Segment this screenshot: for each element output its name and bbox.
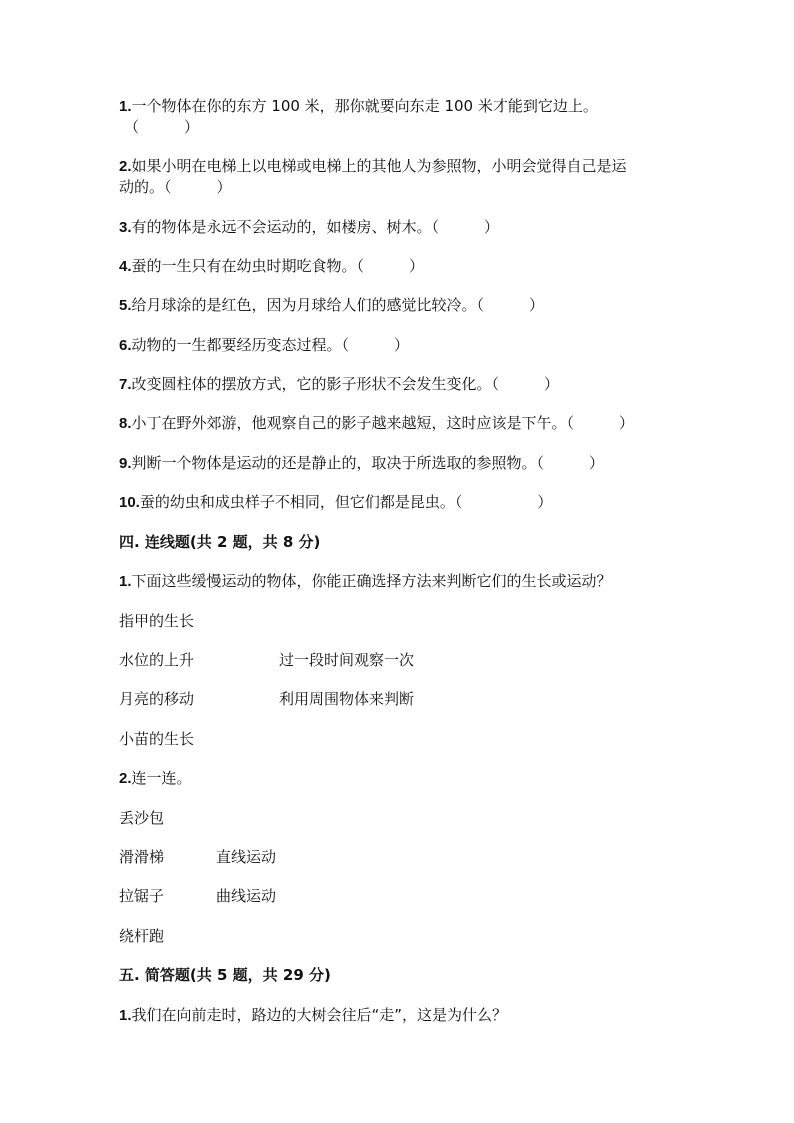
- matching-2-right-item: 直线运动: [216, 848, 277, 866]
- matching-1-left-item: 小苗的生长: [119, 730, 195, 748]
- judgement-question-7: 7.改变圆柱体的摆放方式，它的影子形状不会发生变化。（ ）: [119, 375, 560, 393]
- judgement-question-8: 8.小丁在野外郊游，他观察自己的影子越来越短，这时应该是下午。（ ）: [119, 414, 635, 432]
- judgement-answer-blank-1: （ ）: [124, 118, 200, 136]
- judgement-question-2: 2.如果小明在电梯上以电梯或电梯上的其他人为参照物，小明会觉得自己是运: [119, 157, 627, 175]
- matching-2-right-item: 曲线运动: [216, 887, 277, 905]
- judgement-question-9: 9.判断一个物体是运动的还是静止的，取决于所选取的参照物。（ ）: [119, 454, 605, 472]
- section-4-heading: 四. 连线题(共 2 题，共 8 分): [119, 533, 321, 551]
- judgement-question-2-continuation: 动的。（ ）: [119, 178, 232, 196]
- matching-question-1: 1.下面这些缓慢运动的物体，你能正确选择方法来判断它们的生长或运动？: [119, 572, 612, 590]
- matching-2-left-item: 绕杆跑: [119, 927, 165, 945]
- section-5-heading: 五. 简答题(共 5 题，共 29 分): [119, 966, 331, 984]
- matching-2-left-item: 拉锯子: [119, 887, 165, 905]
- judgement-question-10: 10.蚕的幼虫和成虫样子不相同，但它们都是昆虫。（ ）: [119, 493, 553, 511]
- matching-question-2: 2.连一连。: [119, 769, 192, 787]
- matching-1-left-item: 指甲的生长: [119, 612, 195, 630]
- judgement-question-3: 3.有的物体是永远不会运动的，如楼房、树木。（ ）: [119, 218, 500, 236]
- short-answer-question-1: 1.我们在向前走时，路边的大树会往后“走”，这是为什么？: [119, 1006, 508, 1024]
- matching-1-left-item: 月亮的移动: [119, 690, 195, 708]
- matching-2-left-item: 丢沙包: [119, 809, 165, 827]
- judgement-question-4: 4.蚕的一生只有在幼虫时期吃食物。（ ）: [119, 257, 425, 275]
- judgement-question-6: 6.动物的一生都要经历变态过程。（ ）: [119, 336, 410, 354]
- matching-1-right-item: 过一段时间观察一次: [279, 651, 415, 669]
- matching-1-right-item: 利用周围物体来判断: [279, 690, 415, 708]
- judgement-question-5: 5.给月球涂的是红色，因为月球给人们的感觉比较冷。（ ）: [119, 296, 545, 314]
- judgement-question-1: 1.一个物体在你的东方 100 米，那你就要向东走 100 米才能到它边上。: [119, 97, 598, 115]
- matching-1-left-item: 水位的上升: [119, 651, 195, 669]
- matching-2-left-item: 滑滑梯: [119, 848, 165, 866]
